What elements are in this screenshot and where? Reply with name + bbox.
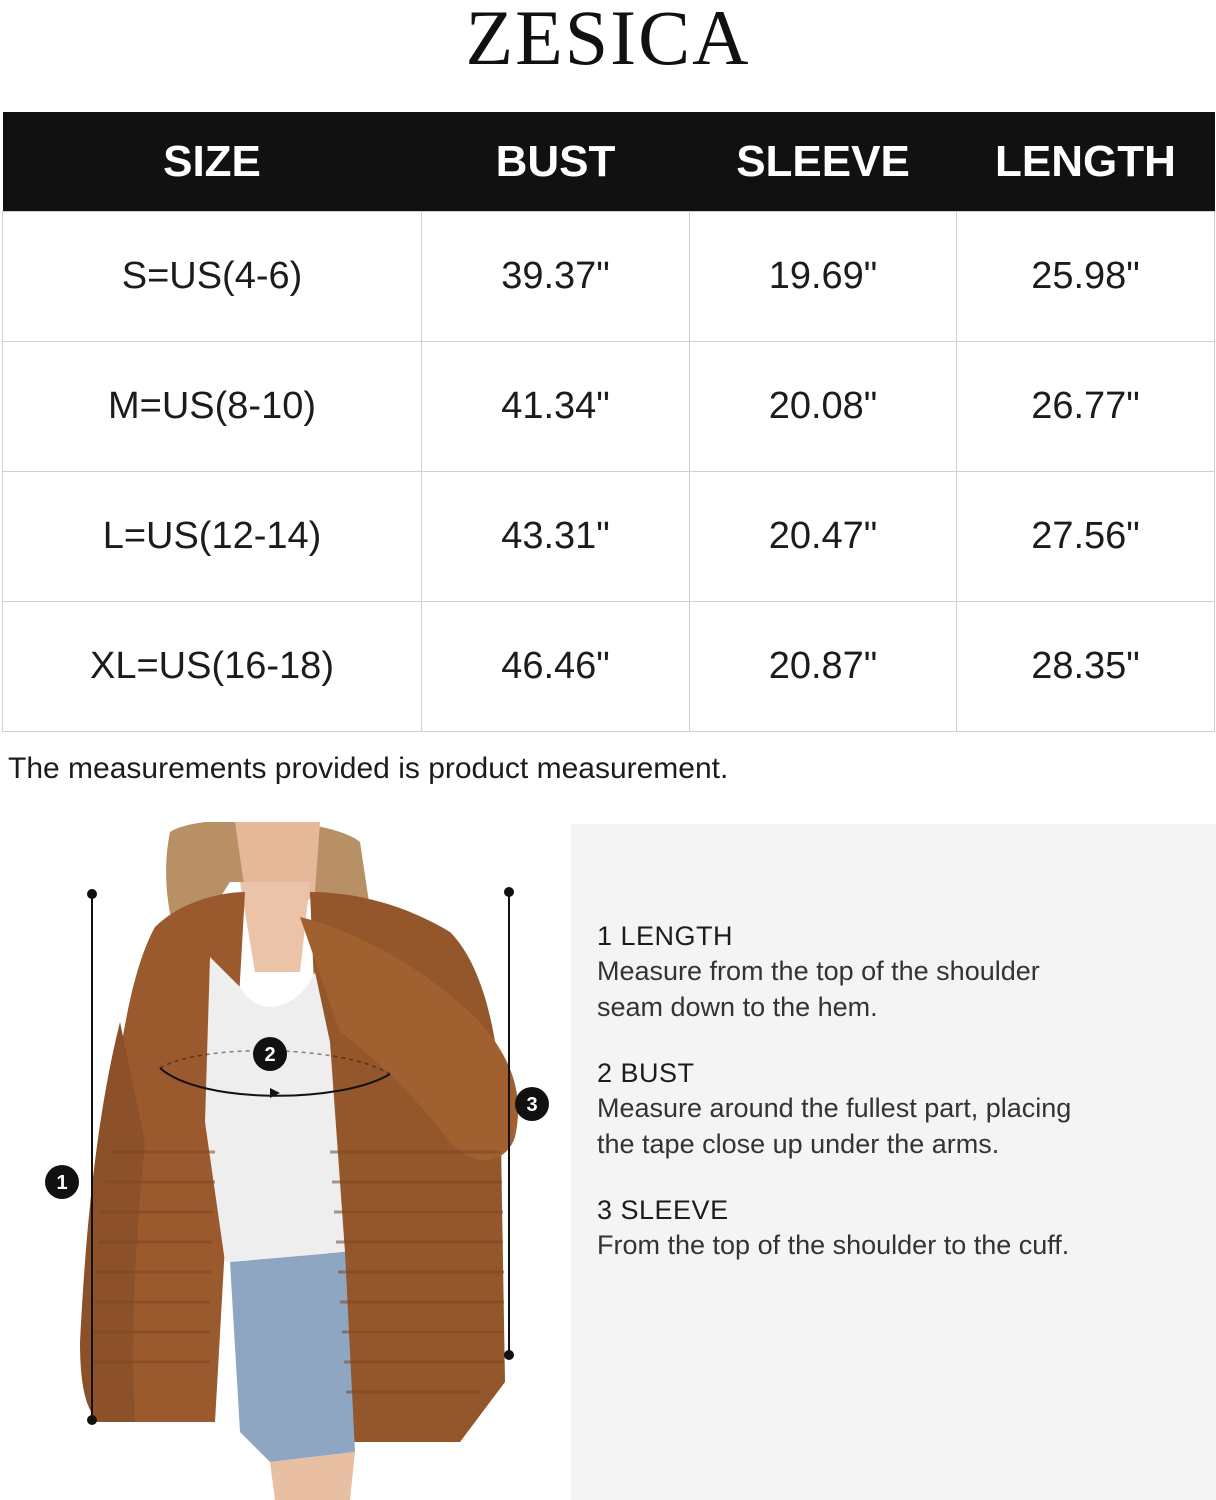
svg-text:2: 2 [264, 1044, 276, 1066]
header-size: SIZE [3, 112, 422, 212]
sleeve-title: 3 SLEEVE [597, 1195, 729, 1225]
length-desc-line2: seam down to the hem. [597, 992, 878, 1022]
measurement-guide-panel [571, 824, 1216, 1500]
bust-guide [597, 1056, 1197, 1162]
cell-size: M=US(8-10) [3, 342, 422, 472]
size-chart-table [2, 112, 1215, 732]
cell-length: 28.35" [957, 602, 1215, 732]
marker-2-icon [253, 1037, 287, 1071]
cell-bust: 43.31" [422, 472, 690, 602]
length-title: 1 LENGTH [597, 921, 734, 951]
cell-sleeve: 20.87" [690, 602, 957, 732]
cell-bust: 39.37" [422, 212, 690, 342]
table-row [3, 472, 1215, 602]
table-row [3, 342, 1215, 472]
measurement-note: The measurements provided is product measurement. [8, 752, 729, 785]
cell-length: 25.98" [957, 212, 1215, 342]
svg-text:1: 1 [56, 1172, 68, 1194]
marker-3-icon [515, 1087, 549, 1121]
table-header-row [3, 112, 1215, 212]
header-bust: BUST [422, 112, 690, 212]
length-guide [597, 919, 1197, 1025]
brand-logo: ZESICA [465, 0, 751, 81]
brand-header [0, 0, 1216, 112]
bust-desc-line1: Measure around the fullest part, placing [597, 1093, 1072, 1123]
length-desc-line1: Measure from the top of the shoulder [597, 956, 1040, 986]
cell-sleeve: 20.47" [690, 472, 957, 602]
cell-sleeve: 19.69" [690, 212, 957, 342]
cell-length: 27.56" [957, 472, 1215, 602]
cell-sleeve: 20.08" [690, 342, 957, 472]
header-sleeve: SLEEVE [690, 112, 957, 212]
sleeve-guide [597, 1193, 1197, 1263]
header-length: LENGTH [957, 112, 1215, 212]
cell-size: S=US(4-6) [3, 212, 422, 342]
cell-size: XL=US(16-18) [3, 602, 422, 732]
sleeve-desc-line1: From the top of the shoulder to the cuff. [597, 1230, 1070, 1260]
table-row [3, 602, 1215, 732]
marker-1-icon [45, 1165, 79, 1199]
model-photo [0, 822, 570, 1500]
cell-bust: 46.46" [422, 602, 690, 732]
svg-text:3: 3 [526, 1094, 538, 1116]
model-illustration [0, 822, 570, 1500]
cell-length: 26.77" [957, 342, 1215, 472]
cell-size: L=US(12-14) [3, 472, 422, 602]
bust-desc-line2: the tape close up under the arms. [597, 1129, 1000, 1159]
table-row [3, 212, 1215, 342]
bust-title: 2 BUST [597, 1058, 695, 1088]
cell-bust: 41.34" [422, 342, 690, 472]
